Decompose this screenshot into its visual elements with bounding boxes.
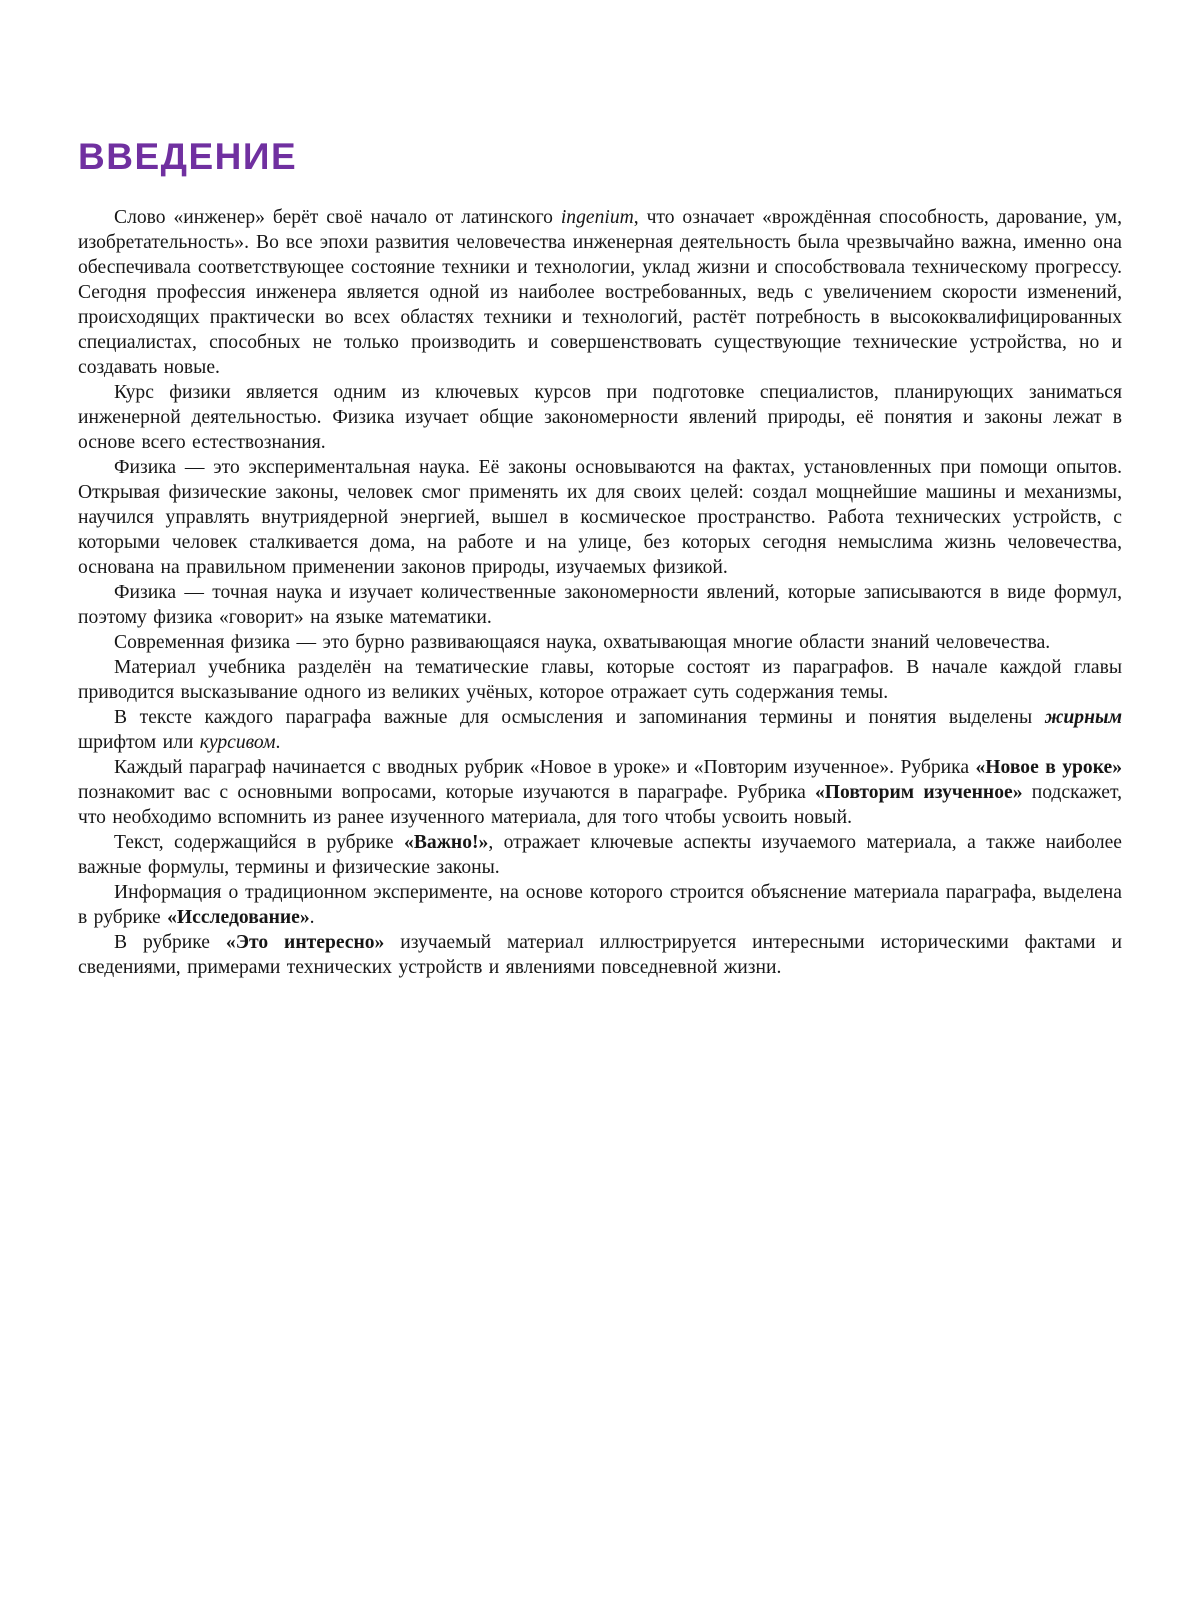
text-run: , отражает ключевые аспекты изучаемого материала, а также наиболее важные формулы, термины и физические законы. <box>78 832 1122 878</box>
text-run: ingenium <box>560 207 634 228</box>
text-run: Информация о традиционном эксперименте, на основе которого строится объяснение материала параграфа, выделена в рубрике <box>78 882 1122 928</box>
paragraph <box>78 580 1122 630</box>
text-run: , что означает «врождённая способность, дарование, ум, изобретательность». Во все эпохи развития человечества инженерная деятельность была чрезвычайно важна, именно она обеспечивала соответствующее состояние техники и технологии, уклад жизни и способствовала техническому прогрессу. Сегодня профессия инженера является одной из наиболее востребованных, ведь с увеличением скорости изменений, происходящих практически во всех областях техники и технологий, растёт потребность в высококвалифицированных специалистах, способных не только производить и совершенствовать существующие технические устройства, но и создавать новые. <box>78 207 1122 378</box>
text-run: Современная физика — это бурно развивающаяся наука, охватывающая многие области знаний человечества. <box>114 632 1051 653</box>
text-run: Слово «инженер» берёт своё начало от латинского <box>114 207 561 228</box>
text-run: «Важно!» <box>404 832 489 853</box>
paragraph <box>78 755 1122 830</box>
text-run: «Исследование» <box>167 907 310 928</box>
text-run: жирным <box>1044 707 1122 728</box>
text-run: подскажет, что необходимо вспомнить из ранее изученного материала, для того чтобы усвоить новый. <box>78 782 1122 828</box>
text-run: В рубрике <box>114 932 226 953</box>
paragraph <box>78 655 1122 705</box>
text-run: изучаемый материал иллюстрируется интересными историческими фактами и сведениями, примерами технических устройств и явлениями повседневной жизни. <box>78 932 1122 978</box>
text-run: . <box>275 732 281 753</box>
text-run: «Повторим изученное» <box>814 782 1023 803</box>
text-run: «Это интересно» <box>225 932 385 953</box>
text-run: Текст, содержащийся в рубрике <box>114 832 405 853</box>
text-run: шрифтом или <box>78 732 200 753</box>
paragraphs <box>78 205 1122 980</box>
text-run: познакомит вас с основными вопросами, которые изучаются в параграфе. Рубрика <box>78 782 815 803</box>
paragraph <box>78 930 1122 980</box>
paragraph <box>78 705 1122 755</box>
page-title: ВВЕДЕНИЕ <box>78 136 298 177</box>
text-run: Курс физики является одним из ключевых курсов при подготовке специалистов, планирующих заниматься инженерной деятельностью. Физика изучает общие закономерности явлений природы, её понятия и законы лежат в основе всего естествознания. <box>78 382 1122 453</box>
paragraph <box>78 380 1122 455</box>
paragraph <box>78 455 1122 580</box>
text-run: Каждый параграф начинается с вводных рубрик «Новое в уроке» и «Повторим изученное». Рубрика <box>114 757 976 778</box>
text-run: Физика — это экспериментальная наука. Её законы основываются на фактах, установленных при помощи опытов. Открывая физические законы, человек смог применять их для своих целей: создал мощнейшие машины и механизмы, научился управлять внутриядерной энергией, вышел в космическое пространство. Работа технических устройств, с которыми человек сталкивается дома, на работе и на улице, без которых сегодня немыслима жизнь человечества, основана на правильном применении законов природы, изучаемых физикой. <box>78 457 1122 578</box>
paragraph <box>78 205 1122 380</box>
text-run: «Новое в уроке» <box>975 757 1123 778</box>
text-run: . <box>309 907 315 928</box>
paragraph <box>78 830 1122 880</box>
text-run: курсивом <box>199 732 276 753</box>
paragraph <box>78 630 1122 655</box>
paragraph <box>78 880 1122 930</box>
text-run: Материал учебника разделён на тематические главы, которые состоят из параграфов. В начале каждой главы приводится высказывание одного из великих учёных, которое отражает суть содержания темы. <box>78 657 1122 703</box>
text-run: Физика — точная наука и изучает количественные закономерности явлений, которые записываются в виде формул, поэтому физика «говорит» на языке математики. <box>78 582 1122 628</box>
text-run: В тексте каждого параграфа важные для осмысления и запоминания термины и понятия выделены <box>114 707 1045 728</box>
